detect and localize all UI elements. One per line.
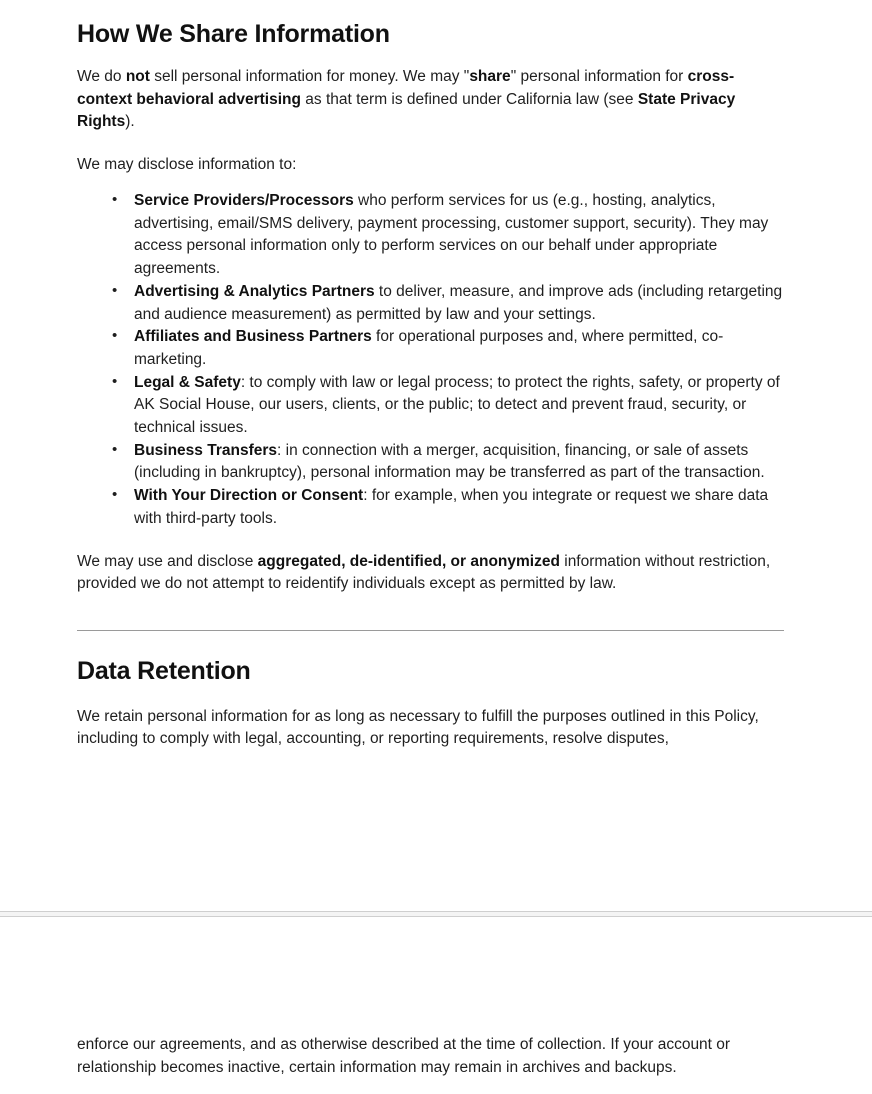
- list-item-term: Service Providers/Processors: [134, 192, 354, 209]
- list-item-term: Legal & Safety: [134, 373, 241, 391]
- list-item-text: : for example, when you integrate or request we share data with third-party tools.: [134, 487, 769, 527]
- list-item-term: Business Transfers: [134, 441, 278, 459]
- closing-emphasis-aggregated: aggregated, de-identified, or anonymized: [257, 552, 560, 570]
- intro-text-c: sell personal information for money. We may ": [149, 68, 470, 85]
- closing-text-c: information without restriction, provided we do not attempt to reidentify individuals except as permitted by law.: [77, 552, 771, 593]
- intro-emphasis-state-privacy-rights: State Privacy Rights: [77, 90, 736, 130]
- list-item-text: to deliver, measure, and improve ads (including retargeting and audience measurement) as permitted by law and your settings.: [134, 282, 783, 323]
- page-break-separator: [0, 911, 872, 917]
- closing-text-a: We may use and disclose: [77, 552, 258, 570]
- continuation-paragraph: enforce our agreements, and as otherwise described at the time of collection. If your account or relationship becomes inactive, certain information may remain in archives and backups.: [77, 1036, 731, 1076]
- intro-emphasis-cross-context: cross-context behavioral advertising: [77, 68, 735, 108]
- list-item: [134, 281, 784, 326]
- intro-emphasis-not: not: [125, 68, 150, 85]
- disclosure-lead-in: We may disclose information to:: [77, 155, 297, 173]
- share-intro-paragraph: [77, 66, 784, 134]
- list-item-term: Affiliates and Business Partners: [134, 328, 372, 346]
- intro-text-a: We do: [77, 68, 126, 85]
- list-item-term: With Your Direction or Consent: [134, 487, 364, 505]
- list-item: [134, 326, 784, 371]
- list-item-term: Advertising & Analytics Partners: [134, 282, 375, 300]
- list-item-text: for operational purposes and, where permitted, co-marketing.: [134, 328, 724, 368]
- disclosure-list: [77, 190, 784, 531]
- data-retention-paragraph: We retain personal information for as long as necessary to fulfill the purposes outlined in this Policy, including to comply with legal, accounting, or reporting requirements, resolve disputes,: [77, 707, 759, 748]
- list-item-text: : in connection with a merger, acquisition, financing, or sale of assets (including in bankruptcy), personal information may be transferred as part of the transaction.: [134, 441, 765, 482]
- intro-emphasis-share: share: [469, 68, 511, 85]
- page-title-how-we-share-information: How We Share Information: [77, 20, 390, 48]
- list-item: [134, 190, 784, 281]
- aggregated-data-paragraph: [77, 551, 784, 596]
- list-item-text: who perform services for us (e.g., hosting, analytics, advertising, email/SMS delivery, payment processing, customer support, security). They may access personal information only to perform services on our behalf under appropriate agreements.: [134, 192, 769, 278]
- list-item: [134, 485, 784, 530]
- intro-text-i: ).: [125, 113, 135, 130]
- list-item-text: : to comply with law or legal process; to protect the rights, safety, or property of AK Social House, our users, clients, or the public; to detect and prevent fraud, security, or technical issues.: [134, 373, 780, 437]
- continuation-block: [0, 1034, 872, 1079]
- page-title-data-retention: Data Retention: [77, 656, 251, 685]
- intro-text-e: " personal information for: [510, 68, 688, 85]
- list-item: [134, 372, 784, 440]
- intro-text-g: as that term is defined under California law (see: [300, 90, 638, 108]
- list-item: [134, 440, 784, 485]
